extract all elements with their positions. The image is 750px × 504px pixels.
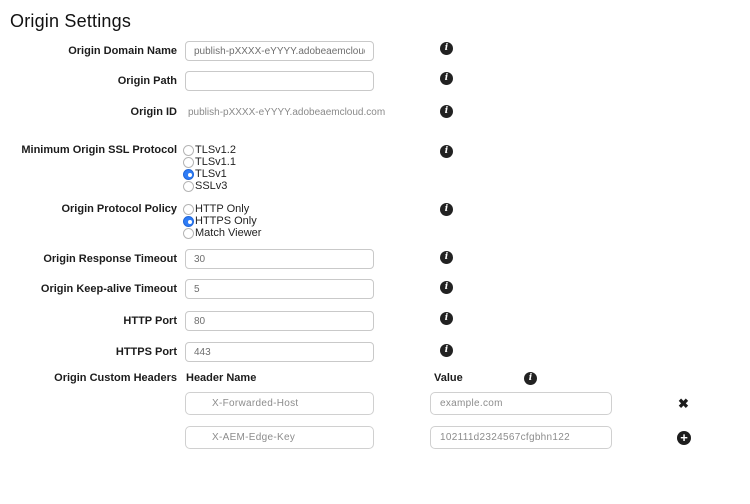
origin-id-label: Origin ID <box>130 106 177 118</box>
radio-label: SSLv3 <box>195 180 228 192</box>
info-icon[interactable]: i <box>440 312 453 325</box>
origin-custom-headers-label: Origin Custom Headers <box>54 372 177 384</box>
radio-option-tlsv1[interactable] <box>183 168 236 180</box>
radio-option-http-only[interactable] <box>183 203 261 215</box>
info-icon[interactable]: i <box>440 42 453 55</box>
info-icon[interactable]: i <box>524 372 537 385</box>
info-icon[interactable]: i <box>440 281 453 294</box>
custom-header-name-input[interactable] <box>185 392 374 415</box>
radio-icon <box>183 169 194 180</box>
https-port-label: HTTPS Port <box>115 346 177 358</box>
radio-label: HTTPS Only <box>195 215 257 227</box>
radio-option-tlsv1-1[interactable] <box>183 156 236 168</box>
custom-header-value-input[interactable] <box>430 392 612 415</box>
header-name-column-label: Header Name <box>186 372 257 384</box>
origin-keepalive-timeout-label: Origin Keep-alive Timeout <box>40 283 177 295</box>
origin-id-value: publish-pXXXX-eYYYY.adobeaemcloud.com <box>188 107 386 118</box>
custom-header-name-input[interactable] <box>185 426 374 449</box>
radio-option-tlsv1-2[interactable] <box>183 144 236 156</box>
radio-label: TLSv1.1 <box>195 156 236 168</box>
https-port-input[interactable] <box>185 342 374 362</box>
origin-keepalive-timeout-input[interactable] <box>185 279 374 299</box>
radio-icon <box>183 145 194 156</box>
info-icon[interactable]: i <box>440 105 453 118</box>
custom-header-value-input[interactable] <box>430 426 612 449</box>
origin-response-timeout-label: Origin Response Timeout <box>43 253 177 265</box>
min-ssl-protocol-label: Minimum Origin SSL Protocol <box>21 144 177 156</box>
http-port-label: HTTP Port <box>123 315 177 327</box>
http-port-input[interactable] <box>185 311 374 331</box>
min-ssl-protocol-group <box>183 144 236 192</box>
radio-option-https-only[interactable] <box>183 215 261 227</box>
info-icon[interactable]: i <box>440 251 453 264</box>
origin-response-timeout-input[interactable] <box>185 249 374 269</box>
radio-icon <box>183 228 194 239</box>
origin-domain-name-label: Origin Domain Name <box>68 45 177 57</box>
add-header-icon[interactable]: + <box>677 431 691 445</box>
radio-icon <box>183 204 194 215</box>
radio-label: TLSv1.2 <box>195 144 236 156</box>
origin-protocol-policy-group <box>183 203 261 239</box>
radio-option-match-viewer[interactable] <box>183 227 261 239</box>
value-column-label: Value <box>434 372 463 384</box>
radio-option-sslv3[interactable] <box>183 180 236 192</box>
radio-label: TLSv1 <box>195 168 227 180</box>
info-icon[interactable]: i <box>440 344 453 357</box>
radio-icon <box>183 181 194 192</box>
info-icon[interactable]: i <box>440 145 453 158</box>
radio-icon <box>183 157 194 168</box>
info-icon[interactable]: i <box>440 203 453 216</box>
radio-label: HTTP Only <box>195 203 250 215</box>
info-icon[interactable]: i <box>440 72 453 85</box>
remove-header-icon[interactable]: ✖ <box>678 396 689 411</box>
origin-path-input[interactable] <box>185 71 374 91</box>
radio-label: Match Viewer <box>195 227 262 239</box>
page-title: Origin Settings <box>10 11 132 31</box>
origin-path-label: Origin Path <box>117 75 177 87</box>
radio-icon <box>183 216 194 227</box>
origin-domain-name-input[interactable] <box>185 41 374 61</box>
origin-protocol-policy-label: Origin Protocol Policy <box>61 203 177 215</box>
